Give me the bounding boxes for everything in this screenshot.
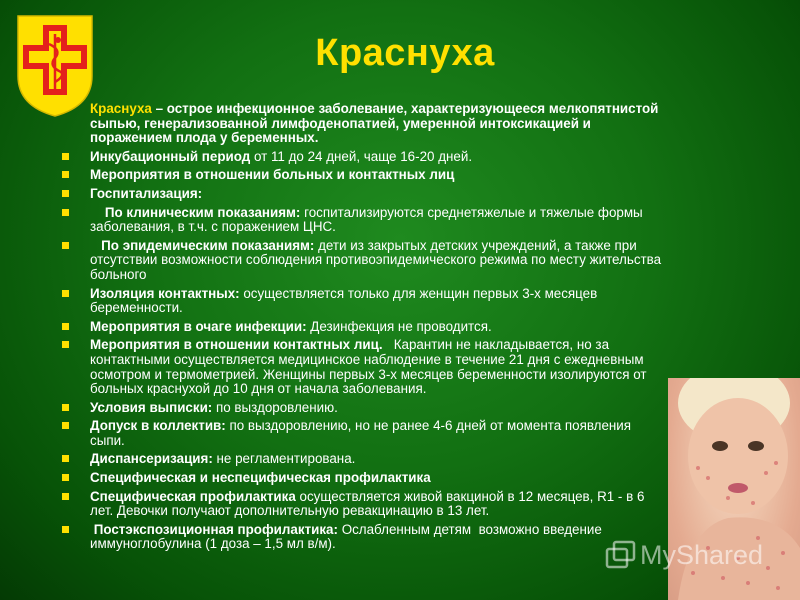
list-item-text: Ослабленным детям возможно введение иммуноглобулина (1 доза – 1,5 мл в/м). xyxy=(90,521,606,552)
bullet-square-icon xyxy=(62,341,69,348)
list-item-text: не регламентирована. xyxy=(212,451,356,467)
bullet-square-icon xyxy=(62,422,69,429)
list-item-text: госпитализируются среднетяжелые и тяжелые формы заболевания, в т.ч. с поражением ЦНС. xyxy=(90,204,647,235)
bullet-square-icon xyxy=(62,323,69,330)
list-item xyxy=(62,102,668,146)
list-item-text: Мероприятия в отношении контактных лиц. xyxy=(90,337,383,353)
list-item-text: Специфическая профилактика xyxy=(90,488,296,504)
list-item-text: Мероприятия в очаге инфекции: xyxy=(90,318,307,334)
bullet-square-icon xyxy=(62,455,69,462)
bullet-square-icon xyxy=(62,290,69,297)
list-item xyxy=(62,168,668,183)
list-item-text: по выздоровлению. xyxy=(212,399,338,415)
list-item xyxy=(62,338,668,396)
list-item-text: Карантин не накладывается, но за контактными осуществляется медицинское наблюдение в течение 21 дня с ежедневным осмотром и термометрией. Женщины первых 3-х месяцев беременности изолируются от больных краснухой до 10 дня от начала заболевания. xyxy=(90,337,651,397)
list-item-text: по выздоровлению, но не ранее 4-6 дней от момента появления сыпи. xyxy=(90,418,635,448)
list-item xyxy=(62,239,668,283)
watermark xyxy=(604,538,763,572)
list-item xyxy=(62,452,668,467)
list-item-text: Дезинфекция не проводится. xyxy=(306,318,492,334)
list-item-text: Госпитализация: xyxy=(90,185,203,201)
list-item-text: Условия выписки: xyxy=(90,399,213,415)
list-item xyxy=(62,490,668,519)
list-item xyxy=(62,471,668,486)
list-item xyxy=(62,287,668,316)
list-item-text: Изоляция контактных: xyxy=(90,285,240,301)
bullet-square-icon xyxy=(62,404,69,411)
list-item xyxy=(62,187,668,202)
list-item-text: дети из закрытых детских учреждений, а также при отсутствии возможности соблюдения противоэпидемического режима по месту жительства больного xyxy=(90,237,665,282)
bullet-square-icon xyxy=(62,493,69,500)
list-item-text: По клиническим показаниям: xyxy=(90,204,301,220)
list-item-text: По эпидемическим показаниям: xyxy=(90,237,315,253)
list-item xyxy=(62,523,668,552)
list-item-text: Мероприятия в отношении больных и контактных лиц xyxy=(90,167,455,183)
list-item-text: Специфическая и неспецифическая профилактика xyxy=(90,470,431,486)
page-title: Краснуха xyxy=(315,32,495,74)
watermark-text: MyShared xyxy=(640,539,764,570)
list-item xyxy=(62,206,668,235)
list-item-text: Постэкспозиционная профилактика: xyxy=(90,521,338,537)
bullet-square-icon xyxy=(62,526,69,533)
bullet-square-icon xyxy=(62,209,69,216)
list-item-text: Инкубационный период xyxy=(90,148,251,164)
list-item-text: от 11 до 24 дней, чаще 16-20 дней. xyxy=(250,148,473,164)
list-item xyxy=(62,320,668,335)
content-list xyxy=(62,102,668,556)
bullet-square-icon xyxy=(62,153,69,160)
list-item-text: – острое инфекционное заболевание, характеризующееся мелкопятнистой сыпью, генерализованной лимфоденопатией, умеренной интоксикацией и поражением плода у беременных. xyxy=(90,101,663,146)
list-item xyxy=(62,419,668,448)
list-item-text: осуществляется только для женщин первых 3-х месяцев беременности. xyxy=(90,285,601,316)
bullet-square-icon xyxy=(62,474,69,481)
list-item-text: осуществляется живой вакциной в 12 месяцев, R1 - в 6 лет. Девочки получают дополнительную ревакцинацию в 13 лет. xyxy=(90,488,649,519)
list-item xyxy=(62,401,668,416)
bullet-square-icon xyxy=(62,171,69,178)
list-item-text: Допуск в коллектив: xyxy=(90,418,226,434)
list-item-text: Краснуха xyxy=(90,101,152,116)
bullet-square-icon xyxy=(62,242,69,249)
bullet-square-icon xyxy=(62,190,69,197)
list-item xyxy=(62,150,668,165)
list-item-text: Диспансеризация: xyxy=(90,451,213,467)
myshared-logo-icon xyxy=(604,539,636,571)
